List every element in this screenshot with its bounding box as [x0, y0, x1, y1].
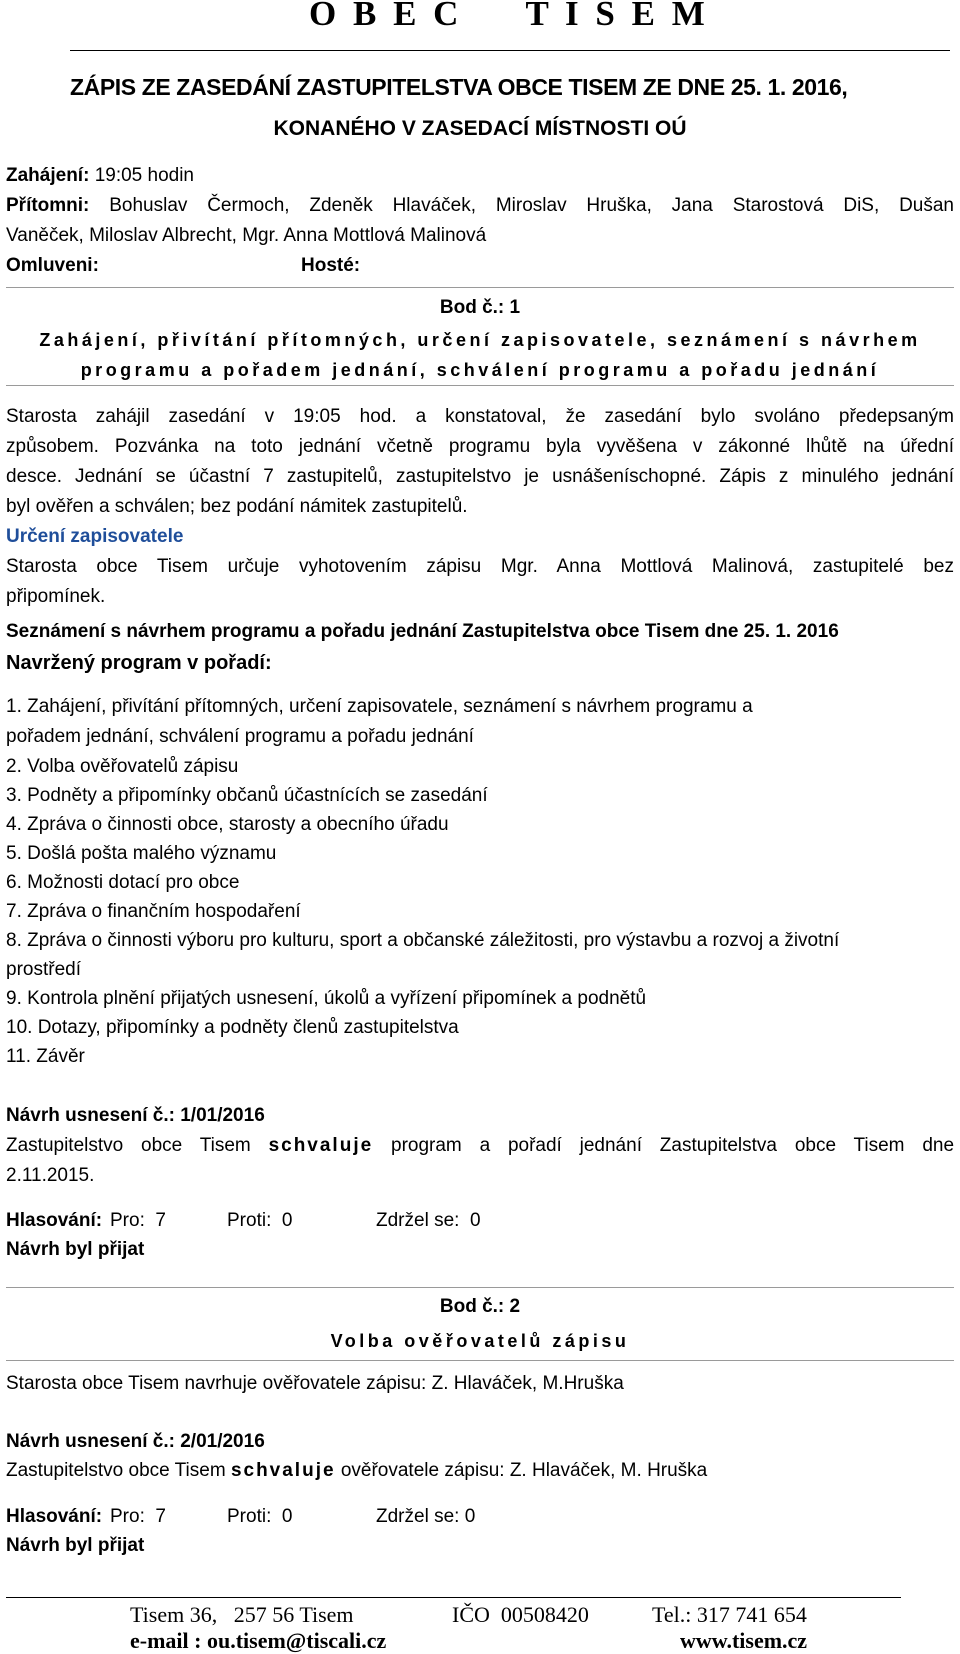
opening-label: Zahájení: [6, 165, 90, 186]
resolution-1-verb: schvaluje [268, 1135, 374, 1156]
vote-1-abstain: Zdržel se: 0 [376, 1210, 481, 1231]
municipality-title: O B E C T I S E M [309, 0, 709, 33]
vote-1 [6, 1206, 706, 1236]
program-item: 6. Možnosti dotací pro obce [6, 872, 240, 893]
vote-2-against: Proti: 0 [227, 1506, 293, 1527]
program-item: 8. Zpráva o činnosti výboru pro kulturu, sport a občanské záležitosti, pro výstavbu a rozvoj a životní [6, 930, 840, 951]
present-value: Bohuslav Čermoch, Zdeněk Hlaváček, Miroslav Hruška, Jana Starostová DiS, Dušan [109, 195, 954, 216]
vote-2-label: Hlasování: [6, 1506, 103, 1527]
resolution-1-post: program a pořadí jednání Zastupitelstva obce Tisem dne [391, 1135, 955, 1156]
footer-email[interactable]: e-mail : ou.tisem@tiscali.cz [130, 1628, 387, 1653]
present-line-2: Vaněček, Miloslav Albrecht, Mgr. Anna Mottlová Malinová [6, 225, 487, 246]
resolution-2-text [6, 1456, 707, 1486]
resolution-1-heading: Návrh usnesení č.: 1/01/2016 [6, 1105, 265, 1126]
resolution-2-post: ověřovatele zápisu: Z. Hlaváček, M. Hruška [340, 1460, 708, 1481]
footer-rule [6, 1597, 901, 1598]
item-2-top-rule [6, 1287, 954, 1288]
opening-paragraph-2: způsobem. Pozvánka na toto jednání včetně programu byla vyvěšena v zákonné lhůtě na úřední [6, 436, 954, 457]
item-1-rule [6, 385, 954, 386]
recorder-line-2: připomínek. [6, 586, 106, 607]
resolution-1-text-2: 2.11.2015. [6, 1165, 95, 1186]
item-1-heading: Bod č.: 1 [439, 297, 521, 318]
footer-address: Tisem 36, 257 56 Tisem [130, 1602, 354, 1627]
opening-time [6, 161, 194, 191]
vote-1-result: Návrh byl přijat [6, 1239, 145, 1260]
program-item: 1. Zahájení, přivítání přítomných, určení zapisovatele, seznámení s návrhem programu a [6, 696, 753, 717]
program-item: 11. Závěr [6, 1046, 85, 1067]
vote-2 [6, 1502, 706, 1532]
program-heading: Navržený program v pořadí: [6, 652, 272, 674]
footer-website[interactable]: www.tisem.cz [680, 1628, 808, 1653]
resolution-2-verb: schvaluje [230, 1460, 336, 1481]
program-item: 10. Dotazy, připomínky a podněty členů zastupitelstva [6, 1017, 459, 1038]
item-2-heading: Bod č.: 2 [439, 1296, 521, 1317]
opening-paragraph-3: desce. Jednání se účastní 7 zastupitelů, zastupitelstvo je usnášeníschopné. Zápis z minulého jednání [6, 466, 954, 487]
vote-1-label: Hlasování: [6, 1210, 103, 1231]
vote-2-result: Návrh byl přijat [6, 1535, 145, 1556]
present-label: Přítomni: [6, 195, 90, 216]
program-item: 2. Volba ověřovatelů zápisu [6, 756, 239, 777]
program-intro-heading: Seznámení s návrhem programu a pořadu jednání Zastupitelstva obce Tisem dne 25. 1. 2016 [6, 621, 839, 642]
opening-value: 19:05 hodin [94, 165, 195, 186]
item-2-rule [6, 1360, 954, 1361]
opening-paragraph-4: byl ověřen a schválen; bez podání námitek zastupitelů. [6, 496, 468, 517]
recorder-line-1: Starosta obce Tisem určuje vyhotovením zápisu Mgr. Anna Mottlová Malinová, zastupitelé bez [6, 556, 954, 577]
minutes-subtitle: KONANÉHO V ZASEDACÍ MÍSTNOSTI OÚ [273, 117, 687, 140]
vote-1-against: Proti: 0 [227, 1210, 293, 1231]
item-1-subtitle-2: programu a pořadem jednání, schválení programu a pořadu jednání [80, 360, 880, 380]
vote-2-for: Pro: 7 [110, 1506, 166, 1527]
item-1-subtitle-1: Zahájení, přivítání přítomných, určení zapisovatele, seznámení s návrhem [39, 330, 921, 350]
vote-1-for: Pro: 7 [110, 1210, 166, 1231]
footer-ico: IČO 00508420 [452, 1602, 589, 1627]
program-item: prostředí [6, 959, 81, 980]
program-item: 5. Došlá pošta malého významu [6, 843, 277, 864]
program-item: 7. Zpráva o finančním hospodaření [6, 901, 301, 922]
item-2-subtitle: Volba ověřovatelů zápisu [330, 1331, 630, 1351]
recorder-heading: Určení zapisovatele [6, 526, 184, 547]
excused-label: Omluveni: [6, 255, 99, 276]
vote-2-abstain: Zdržel se: 0 [376, 1506, 476, 1527]
program-item: 3. Podněty a připomínky občanů účastnících se zasedání [6, 785, 488, 806]
guests-label: Hosté: [301, 255, 361, 276]
resolution-2-heading: Návrh usnesení č.: 2/01/2016 [6, 1431, 265, 1452]
meta-rule [6, 287, 954, 288]
item-2-paragraph: Starosta obce Tisem navrhuje ověřovatele zápisu: Z. Hlaváček, M.Hruška [6, 1373, 624, 1394]
present-line-1 [6, 191, 954, 221]
opening-paragraph-1: Starosta zahájil zasedání v 19:05 hod. a konstatoval, že zasedání bylo svoláno předepsaným [6, 406, 954, 427]
footer-phone: Tel.: 317 741 654 [652, 1602, 807, 1627]
program-item: 4. Zpráva o činnosti obce, starosty a obecního úřadu [6, 814, 449, 835]
program-item: 9. Kontrola plnění přijatých usnesení, úkolů a vyřízení připomínek a podnětů [6, 988, 647, 1009]
resolution-1-pre: Zastupitelstvo obce Tisem [6, 1135, 251, 1156]
minutes-title: ZÁPIS ZE ZASEDÁNÍ ZASTUPITELSTVA OBCE TISEM ZE DNE 25. 1. 2016, [70, 74, 848, 100]
program-item: pořadem jednání, schválení programu a pořadu jednání [6, 726, 474, 747]
header-rule [70, 50, 950, 51]
resolution-1-text [6, 1131, 954, 1161]
resolution-2-pre: Zastupitelstvo obce Tisem [6, 1460, 226, 1481]
